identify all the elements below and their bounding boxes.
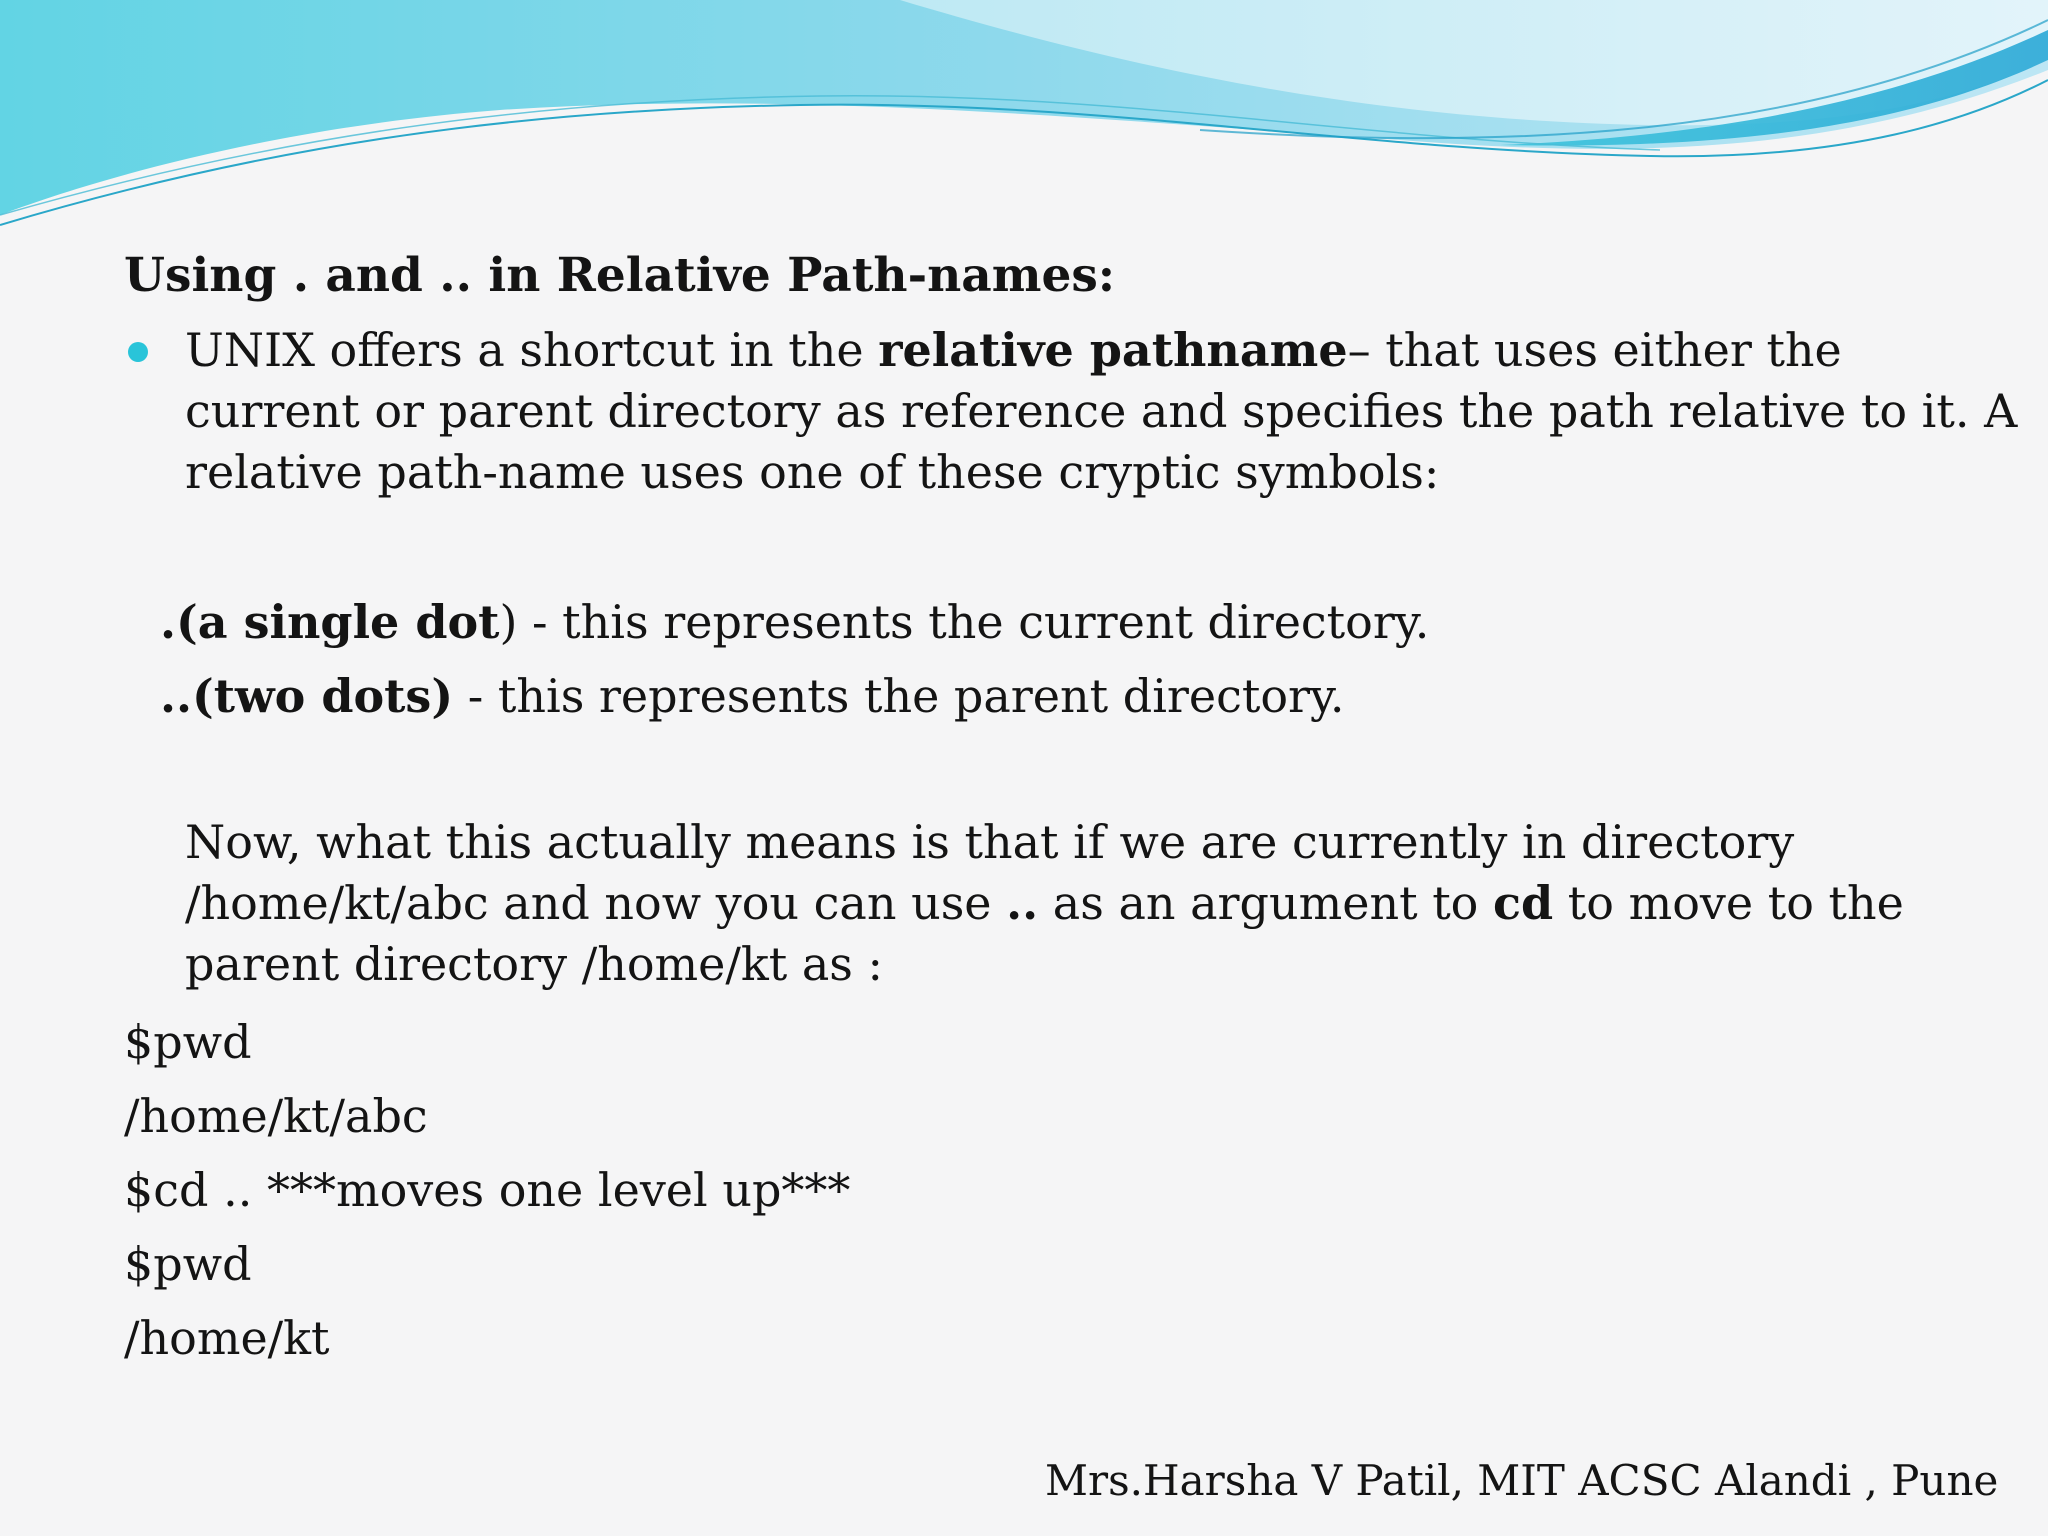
symbol-two-dots [160,666,1345,727]
command-line: $pwd [124,1015,252,1069]
bullet-text-part: UNIX offers a shortcut in the [185,323,879,377]
command-line: $pwd [124,1237,252,1291]
symbol-description: - this represents the current directory. [517,595,1430,649]
explanation-bold: .. [1006,876,1039,930]
explanation-text: to move to the parent directory /home/kt as : [185,876,1904,991]
symbol-description: - this represents the parent directory. [453,669,1345,723]
command-line: /home/kt/abc [124,1089,428,1143]
explanation-bold: cd [1493,876,1554,930]
slide-footer: Mrs.Harsha V Patil, MIT ACSC Alandi , Pune [1045,1456,1999,1505]
bullet-bold-term: relative pathname [878,323,1348,377]
command-line: $cd .. ***moves one level up*** [124,1163,851,1217]
symbol-bold: .(a single dot [160,595,500,649]
bullet-text [185,320,2025,503]
explanation-paragraph [185,812,1945,995]
header-wave-decoration [0,0,2048,240]
bullet-text-part: – that uses either the current or parent directory as reference and specifies the path relative to it. A relative path-name uses one of these cryptic symbols: [185,323,2018,499]
explanation-text: as an argument to [1038,876,1493,930]
explanation-text: Now, what this actually means is that if we are currently in directory /home/kt/abc and now you can use [185,815,1795,930]
command-line: /home/kt [124,1311,330,1365]
symbol-paren: ) [499,595,518,649]
slide-heading: Using . and .. in Relative Path-names: [124,248,1116,303]
symbol-bold: ..(two dots) [160,669,454,723]
bullet-dot-icon [128,342,148,362]
symbol-single-dot [160,592,1429,653]
bullet-point [124,320,2018,503]
